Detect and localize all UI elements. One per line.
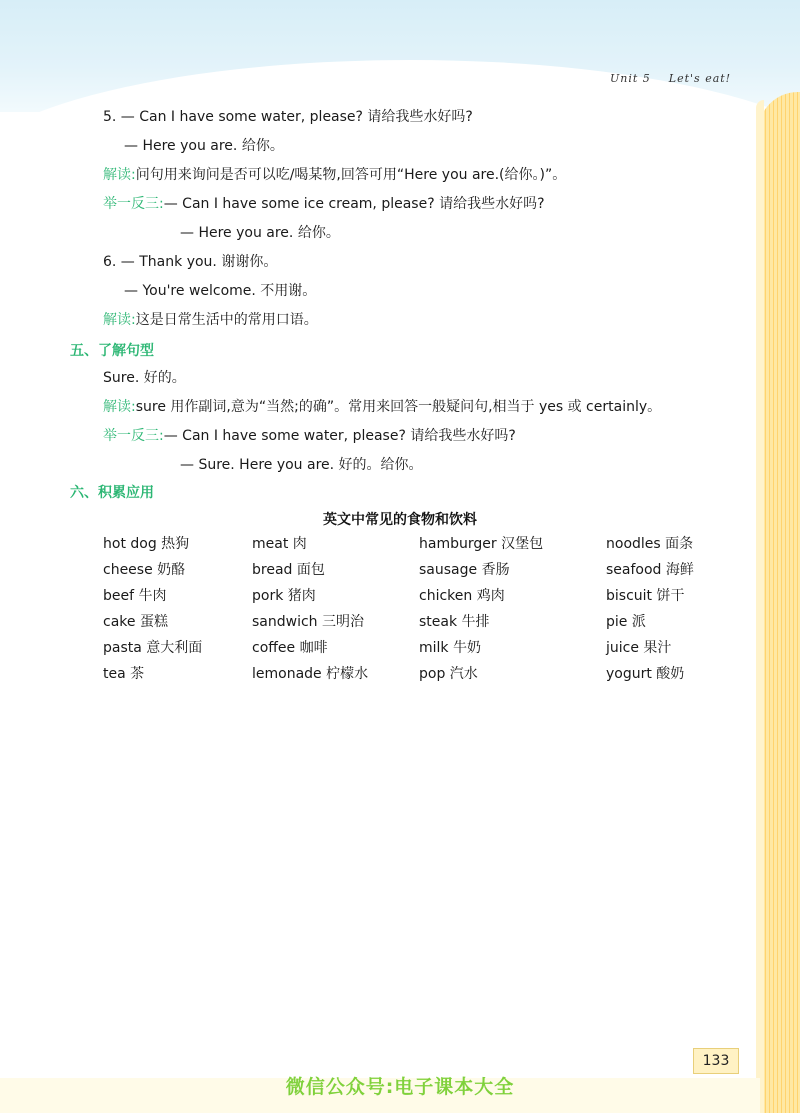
unit-title: Let's eat! <box>668 72 732 85</box>
watermark-text: 微信公众号:电子课本大全 <box>285 1076 515 1098</box>
food-item: pop 汽水 <box>419 666 478 682</box>
example-label: 举一反三: <box>103 428 164 444</box>
unit-header <box>610 72 749 85</box>
food-item: pasta 意大利面 <box>103 640 203 656</box>
item5-example-question <box>103 195 545 213</box>
food-item: lemonade 柠檬水 <box>252 666 369 682</box>
food-item: cake 蛋糕 <box>103 614 168 630</box>
note-text: sure 用作副词,意为“当然;的确”。常用来回答一般疑问句,相当于 yes 或 certainly。 <box>135 399 662 415</box>
section5-note <box>103 398 661 416</box>
food-item: sausage 香肠 <box>419 562 510 578</box>
food-item: coffee 咖啡 <box>252 640 328 656</box>
page-number: 133 <box>693 1048 739 1074</box>
section5-heading: 五、了解句型 <box>70 343 154 359</box>
food-item: yogurt 酸奶 <box>606 666 685 682</box>
food-item: juice 果汁 <box>606 640 672 656</box>
food-item: hamburger 汉堡包 <box>419 536 544 552</box>
example-text: — Can I have some ice cream, please? 请给我些水好吗? <box>163 196 545 212</box>
section5-example-question <box>103 427 516 445</box>
item5-answer: — Here you are. 给你。 <box>124 138 284 154</box>
food-item: hot dog 热狗 <box>103 536 190 552</box>
food-table-title: 英文中常见的食物和饮料 <box>323 512 477 528</box>
note-label: 解读: <box>103 312 136 328</box>
section5-example-answer: — Sure. Here you are. 好的。给你。 <box>180 457 423 473</box>
unit-number: Unit 5 <box>610 72 651 85</box>
note-text: 问句用来询问是否可以吃/喝某物,回答可用“Here you are.(给你。)”。 <box>135 167 567 183</box>
food-item: pork 猪肉 <box>252 588 316 604</box>
food-item: noodles 面条 <box>606 536 694 552</box>
food-item: cheese 奶酪 <box>103 562 186 578</box>
page-edge-inner <box>756 100 764 1113</box>
food-item: biscuit 饼干 <box>606 588 685 604</box>
section5-sentence: Sure. 好的。 <box>103 370 186 386</box>
food-item: milk 牛奶 <box>419 640 481 656</box>
food-item: pie 派 <box>606 614 646 630</box>
note-text: 这是日常生活中的常用口语。 <box>135 312 318 328</box>
example-text: — Can I have some water, please? 请给我些水好吗? <box>163 428 516 444</box>
example-label: 举一反三: <box>103 196 164 212</box>
food-item: beef 牛肉 <box>103 588 167 604</box>
note-label: 解读: <box>103 167 136 183</box>
item6-answer: — You're welcome. 不用谢。 <box>124 283 317 299</box>
food-item: seafood 海鲜 <box>606 562 694 578</box>
food-item: tea 茶 <box>103 666 145 682</box>
item6-note <box>103 311 318 329</box>
item5-note <box>103 166 566 184</box>
food-item: chicken 鸡肉 <box>419 588 505 604</box>
food-item: meat 肉 <box>252 536 307 552</box>
item5-example-answer: — Here you are. 给你。 <box>180 225 340 241</box>
food-item: sandwich 三明治 <box>252 614 364 630</box>
note-label: 解读: <box>103 399 136 415</box>
item5-question: 5. — Can I have some water, please? 请给我些水好吗? <box>103 109 473 125</box>
food-item: steak 牛排 <box>419 614 490 630</box>
food-item: bread 面包 <box>252 562 325 578</box>
section6-heading: 六、积累应用 <box>70 485 154 501</box>
page-edge-decoration <box>758 92 800 1113</box>
item6-question: 6. — Thank you. 谢谢你。 <box>103 254 278 270</box>
